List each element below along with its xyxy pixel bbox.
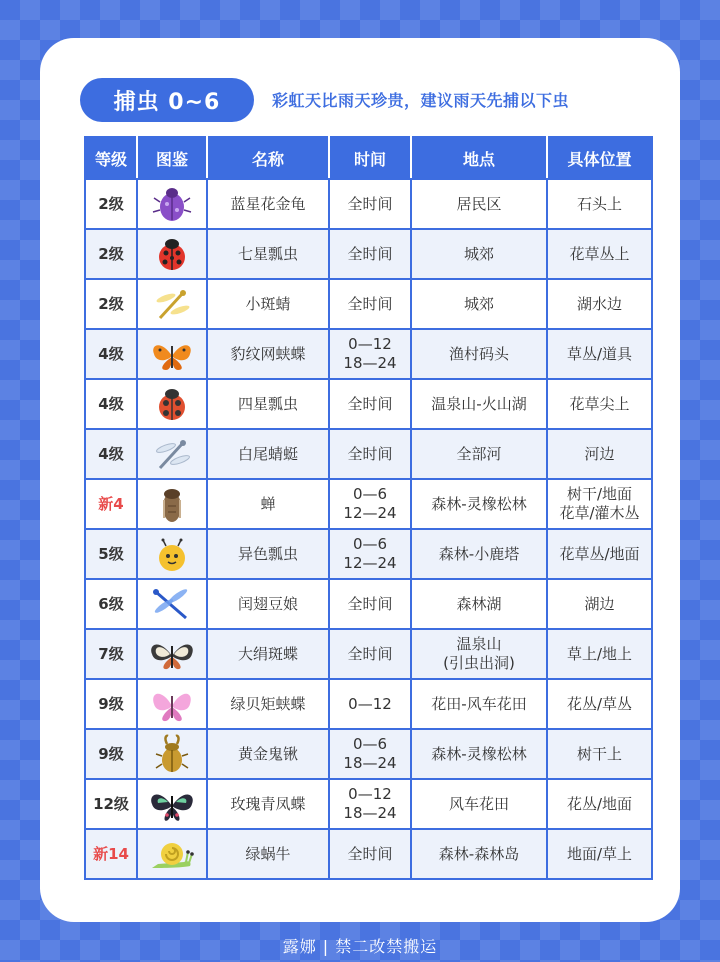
position-cell: 花草丛/地面 — [547, 529, 652, 579]
name-cell: 异色瓢虫 — [207, 529, 329, 579]
table-row — [85, 529, 652, 579]
name-cell: 四星瓢虫 — [207, 379, 329, 429]
yellow-ladybug-icon — [148, 532, 196, 576]
table-row — [85, 829, 652, 879]
level-cell: 9级 — [85, 729, 137, 779]
time-cell: 0—6 18—24 — [329, 729, 411, 779]
icon-cell — [137, 529, 207, 579]
table-row — [85, 179, 652, 229]
position-cell: 地面/草上 — [547, 829, 652, 879]
time-cell: 0—6 12—24 — [329, 529, 411, 579]
table-row — [85, 229, 652, 279]
level-cell: 2级 — [85, 279, 137, 329]
level-cell: 9级 — [85, 679, 137, 729]
place-cell: 居民区 — [411, 179, 547, 229]
icon-cell — [137, 229, 207, 279]
position-cell: 湖水边 — [547, 279, 652, 329]
place-cell: 全部河 — [411, 429, 547, 479]
name-cell: 绿贝矩蛱蝶 — [207, 679, 329, 729]
table-row — [85, 279, 652, 329]
table-row — [85, 779, 652, 829]
column-header-icon: 图鉴 — [137, 137, 207, 179]
icon-cell — [137, 479, 207, 529]
name-cell: 七星瓢虫 — [207, 229, 329, 279]
icon-cell — [137, 679, 207, 729]
level-cell: 6级 — [85, 579, 137, 629]
table-row — [85, 429, 652, 479]
time-cell: 0—6 12—24 — [329, 479, 411, 529]
place-cell: 风车花田 — [411, 779, 547, 829]
four-spot-ladybug-icon — [148, 382, 196, 426]
page-subtitle: 彩虹天比雨天珍贵，建议雨天先捕以下虫 — [272, 91, 570, 110]
page-title: 捕虫 0~6 — [80, 78, 254, 122]
icon-cell — [137, 379, 207, 429]
place-cell: 森林-森林岛 — [411, 829, 547, 879]
position-cell: 石头上 — [547, 179, 652, 229]
place-cell: 城郊 — [411, 229, 547, 279]
level-cell: 5级 — [85, 529, 137, 579]
column-header-name: 名称 — [207, 137, 329, 179]
place-cell: 森林-灵橡松林 — [411, 729, 547, 779]
yellow-dragonfly-icon — [148, 282, 196, 326]
time-cell: 全时间 — [329, 829, 411, 879]
position-cell: 河边 — [547, 429, 652, 479]
pink-butterfly-icon — [148, 682, 196, 726]
place-cell: 花田-风车花田 — [411, 679, 547, 729]
level-cell: 12级 — [85, 779, 137, 829]
level-cell: 4级 — [85, 329, 137, 379]
place-cell: 温泉山-火山湖 — [411, 379, 547, 429]
snail-icon — [148, 832, 196, 876]
table-row — [85, 329, 652, 379]
white-dragonfly-icon — [148, 432, 196, 476]
icon-cell — [137, 179, 207, 229]
icon-cell — [137, 279, 207, 329]
cicada-icon — [148, 482, 196, 526]
time-cell: 全时间 — [329, 279, 411, 329]
table-row — [85, 629, 652, 679]
name-cell: 黄金鬼锹 — [207, 729, 329, 779]
table-row — [85, 679, 652, 729]
footer-credit: 露娜 | 禁二改禁搬运 — [282, 937, 438, 956]
place-cell: 森林湖 — [411, 579, 547, 629]
level-cell: 新14 — [85, 829, 137, 879]
name-cell: 小斑蜻 — [207, 279, 329, 329]
table-row — [85, 729, 652, 779]
bug-table — [84, 136, 653, 880]
level-cell: 4级 — [85, 379, 137, 429]
orange-butterfly-icon — [148, 332, 196, 376]
stag-beetle-icon — [148, 732, 196, 776]
name-cell: 闰翅豆娘 — [207, 579, 329, 629]
time-cell: 0—12 18—24 — [329, 329, 411, 379]
name-cell: 蓝星花金龟 — [207, 179, 329, 229]
time-cell: 全时间 — [329, 379, 411, 429]
name-cell: 白尾蜻蜓 — [207, 429, 329, 479]
position-cell: 花丛/地面 — [547, 779, 652, 829]
level-cell: 2级 — [85, 229, 137, 279]
position-cell: 草丛/道具 — [547, 329, 652, 379]
place-cell: 森林-灵橡松林 — [411, 479, 547, 529]
position-cell: 草上/地上 — [547, 629, 652, 679]
place-cell: 渔村码头 — [411, 329, 547, 379]
level-cell: 2级 — [85, 179, 137, 229]
position-cell: 湖边 — [547, 579, 652, 629]
icon-cell — [137, 579, 207, 629]
swallowtail-butterfly-icon — [148, 782, 196, 826]
name-cell: 玫瑰青凤蝶 — [207, 779, 329, 829]
level-cell: 4级 — [85, 429, 137, 479]
time-cell: 全时间 — [329, 179, 411, 229]
icon-cell — [137, 429, 207, 479]
name-cell: 蝉 — [207, 479, 329, 529]
icon-cell — [137, 729, 207, 779]
column-header-time: 时间 — [329, 137, 411, 179]
name-cell: 豹纹网蛱蝶 — [207, 329, 329, 379]
column-header-place: 地点 — [411, 137, 547, 179]
column-header-position: 具体位置 — [547, 137, 652, 179]
icon-cell — [137, 779, 207, 829]
time-cell: 0—12 — [329, 679, 411, 729]
ladybug-icon — [148, 232, 196, 276]
position-cell: 树干上 — [547, 729, 652, 779]
purple-beetle-icon — [148, 182, 196, 226]
place-cell: 温泉山 (引虫出洞) — [411, 629, 547, 679]
table-row — [85, 479, 652, 529]
blue-damselfly-icon — [148, 582, 196, 626]
column-header-level: 等级 — [85, 137, 137, 179]
time-cell: 0—12 18—24 — [329, 779, 411, 829]
position-cell: 花丛/草丛 — [547, 679, 652, 729]
position-cell: 树干/地面 花草/灌木丛 — [547, 479, 652, 529]
icon-cell — [137, 329, 207, 379]
time-cell: 全时间 — [329, 229, 411, 279]
table-row — [85, 579, 652, 629]
icon-cell — [137, 629, 207, 679]
position-cell: 花草尖上 — [547, 379, 652, 429]
place-cell: 城郊 — [411, 279, 547, 329]
time-cell: 全时间 — [329, 429, 411, 479]
position-cell: 花草丛上 — [547, 229, 652, 279]
level-cell: 7级 — [85, 629, 137, 679]
name-cell: 大绢斑蝶 — [207, 629, 329, 679]
table-header-row — [85, 137, 652, 179]
level-cell: 新4 — [85, 479, 137, 529]
name-cell: 绿蜗牛 — [207, 829, 329, 879]
icon-cell — [137, 829, 207, 879]
time-cell: 全时间 — [329, 629, 411, 679]
table-row — [85, 379, 652, 429]
place-cell: 森林-小鹿塔 — [411, 529, 547, 579]
patterned-butterfly-icon — [148, 632, 196, 676]
time-cell: 全时间 — [329, 579, 411, 629]
